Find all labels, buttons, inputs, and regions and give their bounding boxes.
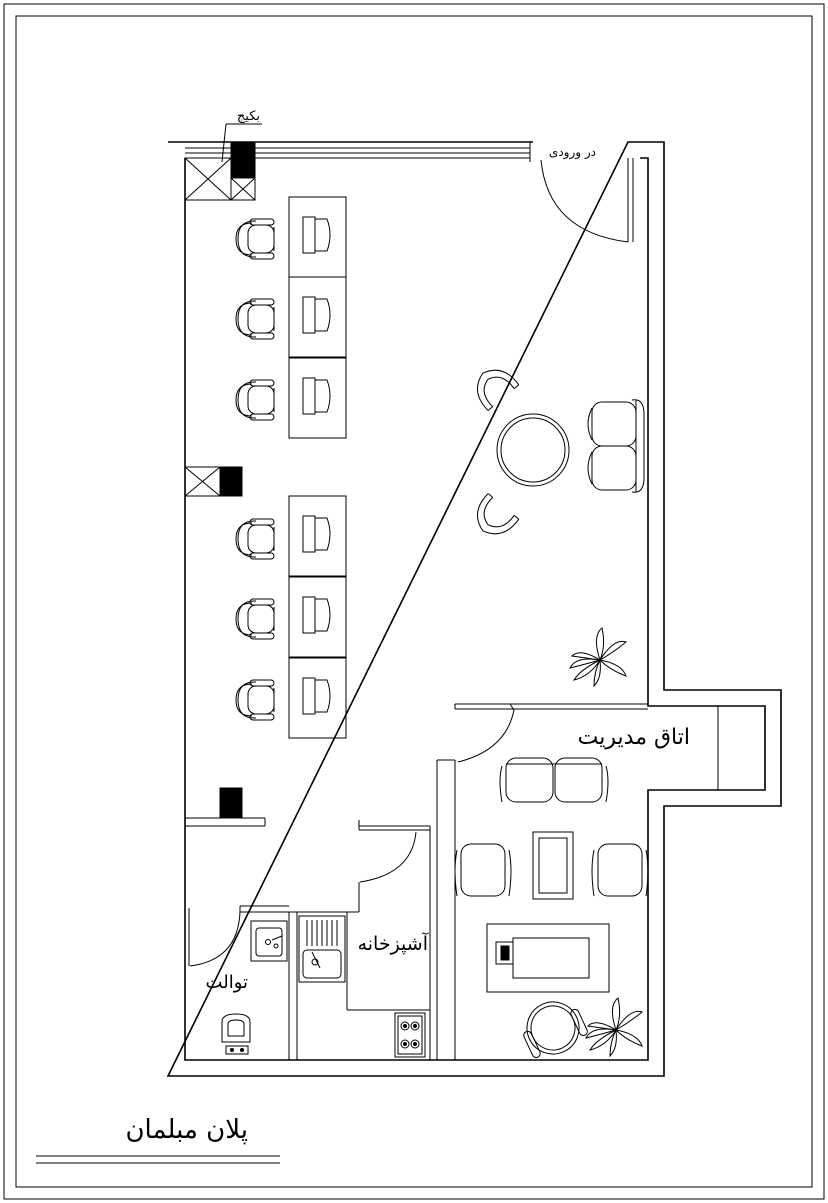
armchair-icon xyxy=(592,844,648,896)
desk-icon xyxy=(289,358,346,438)
manager-room-wall xyxy=(437,704,648,1060)
entrance-label: در ورودی xyxy=(548,145,596,159)
duct-label: بکیج xyxy=(236,109,260,124)
sofa-icon xyxy=(500,758,608,802)
desk-group-1 xyxy=(236,197,346,438)
round-table xyxy=(467,360,644,544)
kitchen-door[interactable] xyxy=(360,832,416,882)
table-icon xyxy=(497,414,569,486)
desk-icon xyxy=(289,197,346,277)
toilet-icon xyxy=(222,1014,250,1054)
armchair-icon xyxy=(467,360,518,410)
plant-icon xyxy=(586,998,642,1056)
desk-icon xyxy=(289,577,346,657)
chair-icon xyxy=(236,680,274,720)
chair-icon xyxy=(515,992,591,1064)
chair-icon xyxy=(236,380,274,420)
exterior-wall xyxy=(168,142,781,1076)
desk-icon xyxy=(289,277,346,357)
toilet-label: توالت xyxy=(205,972,248,993)
duct-box-top xyxy=(185,143,255,200)
plan-title: پلان مبلمان xyxy=(125,1115,248,1145)
sofa-icon xyxy=(588,400,644,492)
duct-box-middle xyxy=(185,467,242,496)
plant-icon xyxy=(570,628,626,686)
sink-icon xyxy=(299,916,345,982)
chair-icon xyxy=(236,519,274,559)
desk-icon xyxy=(289,496,346,576)
desk-icon xyxy=(289,658,346,738)
stove-icon xyxy=(395,1013,425,1057)
manager-desk xyxy=(487,924,609,1064)
entrance-door[interactable] xyxy=(541,158,633,242)
interior-wall-line xyxy=(185,158,765,1060)
chair-icon xyxy=(236,219,274,259)
manager-sofa xyxy=(500,758,608,802)
sink-icon xyxy=(251,921,287,961)
desk-group-2 xyxy=(236,496,346,738)
chair-icon xyxy=(236,299,274,339)
manager-lounge xyxy=(455,832,648,899)
duct-leader xyxy=(222,124,226,162)
armchair-icon xyxy=(455,844,511,896)
armchair-icon xyxy=(467,493,518,543)
chair-icon xyxy=(236,599,274,639)
manager-room-door[interactable] xyxy=(458,704,514,762)
sheet-border-outer xyxy=(4,4,824,1199)
sheet-border-inner xyxy=(16,16,812,1187)
manager-room-label: اتاق مدیریت xyxy=(577,725,690,750)
kitchen-label: آشپزخانه xyxy=(357,933,428,955)
toilet-door[interactable] xyxy=(185,908,240,966)
